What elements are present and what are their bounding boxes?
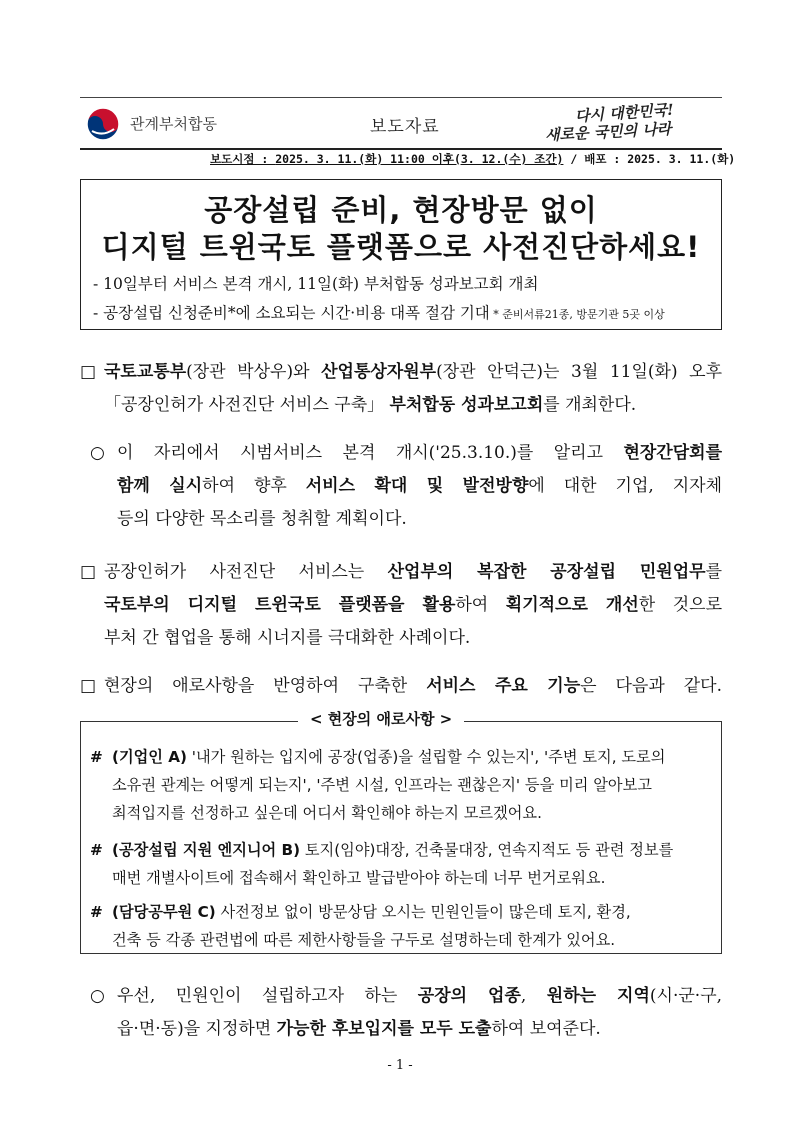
- p2-text-b2: 하여 향후: [202, 476, 306, 496]
- page-number: - 1 -: [387, 1058, 413, 1073]
- p1-text-b3: 를 개최한다.: [543, 395, 637, 415]
- p5-text-a1: 우선, 민원인이 설립하고자 하는: [117, 986, 418, 1006]
- p5-text-a5: (시·군·구,: [649, 986, 723, 1006]
- complaint-speaker-3: (담당공무원 C): [112, 903, 216, 921]
- slogan-line-1: 다시 대한민국!: [574, 100, 675, 126]
- subheadline-1: - 10일부터 서비스 본격 개시, 11일(화) 부처합동 성과보고회 개최: [93, 275, 539, 293]
- embargo-label: 보도시점 :: [210, 152, 276, 166]
- paragraph-1: [104, 356, 722, 422]
- p3-text-b3: 획기적으로 개선: [505, 595, 639, 615]
- circle-bullet-icon: ○: [90, 443, 105, 463]
- ministry-motie: 산업통상자원부: [321, 362, 437, 382]
- subheadline-2-note: * 준비서류21종, 방문기관 5곳 이상: [489, 308, 665, 321]
- complaint-speaker-1: (기업인 A): [112, 748, 187, 766]
- ministry-molit: 국토교통부: [104, 362, 187, 382]
- slogan-line-2: 새로운 국민의 나라: [544, 119, 672, 145]
- p2-text-a2: 현장간담회를: [623, 443, 722, 463]
- p3-text-a2: 산업부의 복잡한 공장설립 민원업무: [387, 562, 706, 582]
- subheadline-2: [93, 301, 665, 323]
- square-bullet-icon: □: [80, 362, 97, 382]
- p2-text-c1: 등의 다양한 목소리를 청취할 계획이다.: [117, 509, 407, 529]
- paragraph-2: [117, 437, 722, 536]
- headline-line-1: 공장설립 준비, 현장방문 없이: [204, 193, 598, 227]
- p5-text-a3: ,: [520, 986, 547, 1006]
- hash-bullet: #: [90, 903, 103, 921]
- p5-text-a4: 원하는 지역: [546, 986, 650, 1006]
- p5-text-a2: 공장의 업종: [417, 986, 521, 1006]
- p2-text-b1: 함께 실시: [117, 476, 203, 496]
- slogan: [535, 102, 715, 146]
- complaint-speaker-2: (공장설립 지원 엔지니어 B): [112, 841, 301, 859]
- complaint-item-2: [90, 836, 720, 892]
- p3-text-c1: 부처 간 협업을 통해 시너지를 극대화한 사례이다.: [104, 628, 471, 648]
- complaint-2-line-1: 토지(임야)대장, 건축물대장, 연속지적도 등 관련 정보를: [300, 841, 674, 859]
- p3-text-b2: 하여: [455, 595, 506, 615]
- p3-text-a3: 를: [705, 562, 722, 582]
- government-logo-icon: [86, 107, 120, 141]
- p5-text-b2: 가능한 후보입지를 모두 도출: [276, 1019, 492, 1039]
- press-header: [80, 97, 722, 150]
- p5-text-b1: 읍·면·동)을 지정하면: [117, 1019, 277, 1039]
- document-type: 보도자료: [370, 117, 440, 137]
- p1-text-b2: 부처합동 성과보고회: [389, 395, 544, 415]
- p4-text-a3: 은 다음과 같다.: [580, 676, 722, 696]
- p2-text-b4: 에 대한 기업, 지자체: [528, 476, 723, 496]
- paragraph-3: [104, 556, 722, 655]
- complaint-1-line-2: 소유권 관계는 어떻게 되는지', '주변 시설, 인프라는 괜찮은지' 등을 미리 알아보고: [112, 776, 652, 794]
- distribution-date: / 배포 : 2025. 3. 11.(화): [563, 152, 736, 166]
- hash-bullet: #: [90, 748, 103, 766]
- embargo-date: 2025. 3. 11.(화) 11:00 이후(3. 12.(수) 조간): [275, 152, 564, 166]
- embargo-line: [210, 151, 736, 167]
- subheadline-2-main: - 공장설립 신청준비*에 소요되는 시간·비용 대폭 절감 기대: [93, 304, 490, 322]
- paragraph-4: [104, 670, 722, 703]
- p1-text-b1: 「공장인허가 사전진단 서비스 구축」: [104, 395, 390, 415]
- p5-text-b3: 하여 보여준다.: [491, 1019, 601, 1039]
- p4-text-a1: 현장의 애로사항을 반영하여 구축한: [104, 676, 427, 696]
- title-box: [80, 179, 722, 330]
- p1-text-a2: (장관 박상우)와: [186, 362, 322, 382]
- circle-bullet-icon: ○: [90, 986, 105, 1006]
- p3-text-b4: 한 것으로: [638, 595, 723, 615]
- complaint-1-line-1: '내가 원하는 입지에 공장(업종)을 설립할 수 있는지', '주변 토지, 도로의: [186, 748, 666, 766]
- p4-text-a2: 서비스 주요 기능: [426, 676, 581, 696]
- org-name: 관계부처합동: [130, 115, 217, 133]
- p1-text-a4: (장관 안덕근)는 3월 11일(화) 오후: [436, 362, 723, 382]
- complaints-box-title: < 현장의 애로사항 >: [298, 708, 464, 729]
- complaint-2-line-2: 매번 개별사이트에 접속해서 확인하고 발급받아야 하는데 너무 번거로워요.: [112, 869, 606, 887]
- square-bullet-icon: □: [80, 676, 97, 696]
- p2-text-b3: 서비스 확대 및 발전방향: [305, 476, 529, 496]
- p3-text-b1: 국토부의 디지털 트윈국토 플랫폼을 활용: [104, 595, 456, 615]
- hash-bullet: #: [90, 841, 103, 859]
- complaint-3-line-1: 사전정보 없이 방문상담 오시는 민원인들이 많은데 토지, 환경,: [215, 903, 631, 921]
- p2-text-a1: 이 자리에서 시범서비스 본격 개시('25.3.10.)를 알리고: [117, 443, 624, 463]
- complaint-item-1: [90, 743, 720, 827]
- paragraph-5: [117, 980, 722, 1046]
- complaint-3-line-2: 건축 등 각종 관련법에 따른 제한사항들을 구두로 설명하는데 한계가 있어요.: [112, 931, 616, 949]
- headline-line-2: 디지털 트윈국토 플랫폼으로 사전진단하세요!: [101, 230, 701, 264]
- p3-text-a1: 공장인허가 사전진단 서비스는: [104, 562, 388, 582]
- square-bullet-icon: □: [80, 562, 97, 582]
- complaint-item-3: [90, 898, 720, 954]
- complaint-1-line-3: 최적입지를 선정하고 싶은데 어디서 확인해야 하는지 모르겠어요.: [112, 804, 542, 822]
